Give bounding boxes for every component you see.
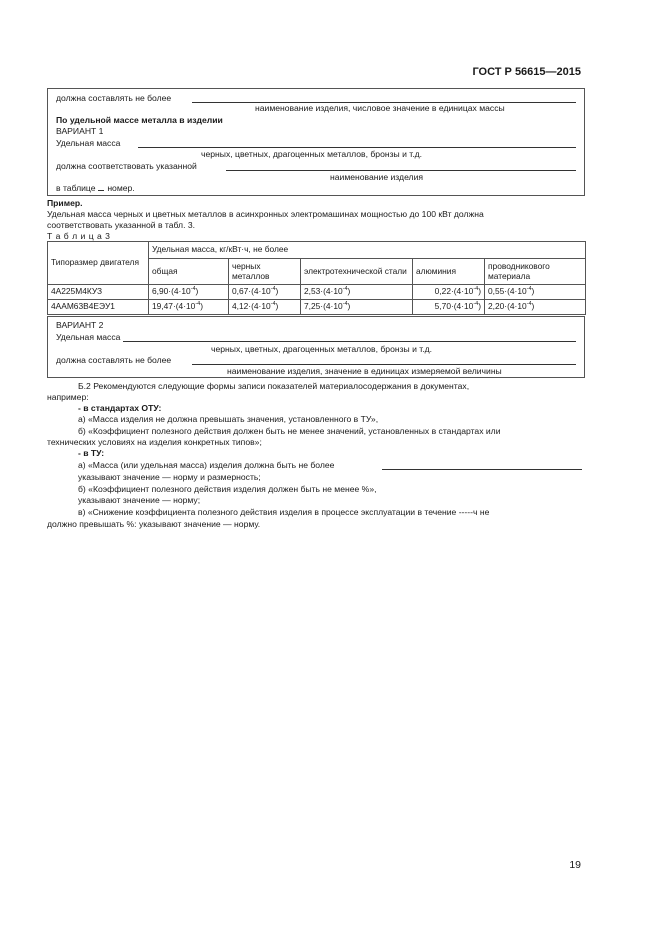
table3-header-model: Типоразмер двигателя <box>48 242 149 285</box>
table3-caption: Т а б л и ц а 3 <box>47 231 111 241</box>
table3-cell-total: $19,47\cdot(4\cdot 10^{-4})$ <box>149 300 229 315</box>
b2-tu-a-blank <box>382 469 582 470</box>
table3-cell-ferrous: $0,67\cdot(4\cdot 10^{-4})$ <box>229 285 301 300</box>
box1-row1-caption: наименование изделия, числовое значение в единицах массы <box>255 103 505 113</box>
table3-cell-conductor: $2,20\cdot(4\cdot 10^{-4})$ <box>485 300 586 315</box>
b2-tu-b: б) «Коэффициент полезного действия изделия должен быть не менее %», <box>78 484 377 494</box>
box1-conform-prefix: должна соответствовать указанной <box>56 161 197 171</box>
box1-table-ref-b: номер. <box>107 183 135 193</box>
box2-row-blank <box>192 364 576 365</box>
table3-header-total: общая <box>149 259 229 285</box>
table3-header-steel: электротехнической стали <box>301 259 413 285</box>
table3-cell-aluminum: $5,70\cdot(4\cdot 10^{-4})$ <box>413 300 485 315</box>
table3-header-aluminum: алюминия <box>413 259 485 285</box>
b2-tu-b-note: указывают значение — норму; <box>78 495 201 505</box>
standard-number: ГОСТ Р 56615—2015 <box>472 66 581 78</box>
b2-intro-line2: например: <box>47 392 89 402</box>
table3-cell-ferrous: $4,12\cdot(4\cdot 10^{-4})$ <box>229 300 301 315</box>
b2-tu-a-note: указывают значение — норму и размерность; <box>78 472 261 482</box>
box1-table-number-blank <box>98 190 104 191</box>
example-text-line1: Удельная масса черных и цветных металлов в асинхронных электромашинах мощностью до 100 кВт должна <box>47 209 484 219</box>
table3-cell-conductor: $0,55\cdot(4\cdot 10^{-4})$ <box>485 285 586 300</box>
box2-mass-blank <box>123 341 576 342</box>
box2-variant: ВАРИАНТ 2 <box>56 320 104 330</box>
table3-cell-model: 4А225М4КУЗ <box>48 285 149 300</box>
box2-mass-label: Удельная масса <box>56 332 121 342</box>
box2-row-prefix: должна составлять не более <box>56 355 172 365</box>
table3-header-group: Удельная масса, кг/кВт·ч, не более <box>149 242 586 259</box>
box1-conform-caption: наименование изделия <box>330 172 424 182</box>
box1-table-ref <box>56 183 135 193</box>
table3-cell-model: 4ААМ63В4ЕЭУ1 <box>48 300 149 315</box>
box1-mass-caption: черных, цветных, драгоценных металлов, бронзы и т.д. <box>201 149 423 159</box>
table3-header-conductor: проводникового материала <box>485 259 586 285</box>
box1-conform-blank <box>226 170 576 171</box>
box1-mass-label: Удельная масса <box>56 138 121 148</box>
example-text-line2: соответствовать указанной в табл. 3. <box>47 220 196 230</box>
table-row <box>48 300 586 315</box>
b2-tu-a: а) «Масса (или удельная масса) изделия должна быть не более <box>78 460 335 470</box>
box1-table-ref-a: в таблице <box>56 183 96 193</box>
b2-tu-c-line2: должно превышать %: указывают значение — норму. <box>47 519 261 529</box>
b2-otu-b-line1: б) «Коэффициент полезного действия должен быть не менее значений, установленных в стандартах или <box>78 426 501 436</box>
table3-cell-total: $6,90\cdot(4\cdot 10^{-4})$ <box>149 285 229 300</box>
b2-tu-heading: - в ТУ: <box>78 448 105 458</box>
box2-row-caption: наименование изделия, значение в единицах измеряемой величины <box>227 366 502 376</box>
table3-cell-steel: $2,53\cdot(4\cdot 10^{-4})$ <box>301 285 413 300</box>
box1-variant: ВАРИАНТ 1 <box>56 126 104 136</box>
example-title: Пример. <box>47 198 83 208</box>
table-3 <box>47 241 586 315</box>
table3-header-ferrous: черных металлов <box>229 259 301 285</box>
table3-cell-aluminum: $0,22\cdot(4\cdot 10^{-4})$ <box>413 285 485 300</box>
b2-otu-b-line2: технических условиях на изделия конкретных типов»; <box>47 437 262 447</box>
b2-intro-line1: Б.2 Рекомендуются следующие формы записи показателей материалосодержания в документах, <box>78 381 470 391</box>
b2-otu-heading: - в стандартах ОТУ: <box>78 403 162 413</box>
box1-mass-blank <box>138 147 576 148</box>
b2-tu-c-line1: в) «Снижение коэффициента полезного действия изделия в процессе эксплуатации в течение -----ч не <box>78 507 490 517</box>
table-row <box>48 285 586 300</box>
box2-mass-caption: черных, цветных, драгоценных металлов, бронзы и т.д. <box>211 344 433 354</box>
box1-heading: По удельной массе металла в изделии <box>56 115 223 125</box>
b2-otu-a: а) «Масса изделия не должна превышать значения, установленного в ТУ», <box>78 414 379 424</box>
page-number: 19 <box>569 859 581 871</box>
box1-row1-prefix: должна составлять не более <box>56 93 172 103</box>
table3-cell-steel: $7,25\cdot(4\cdot 10^{-4})$ <box>301 300 413 315</box>
